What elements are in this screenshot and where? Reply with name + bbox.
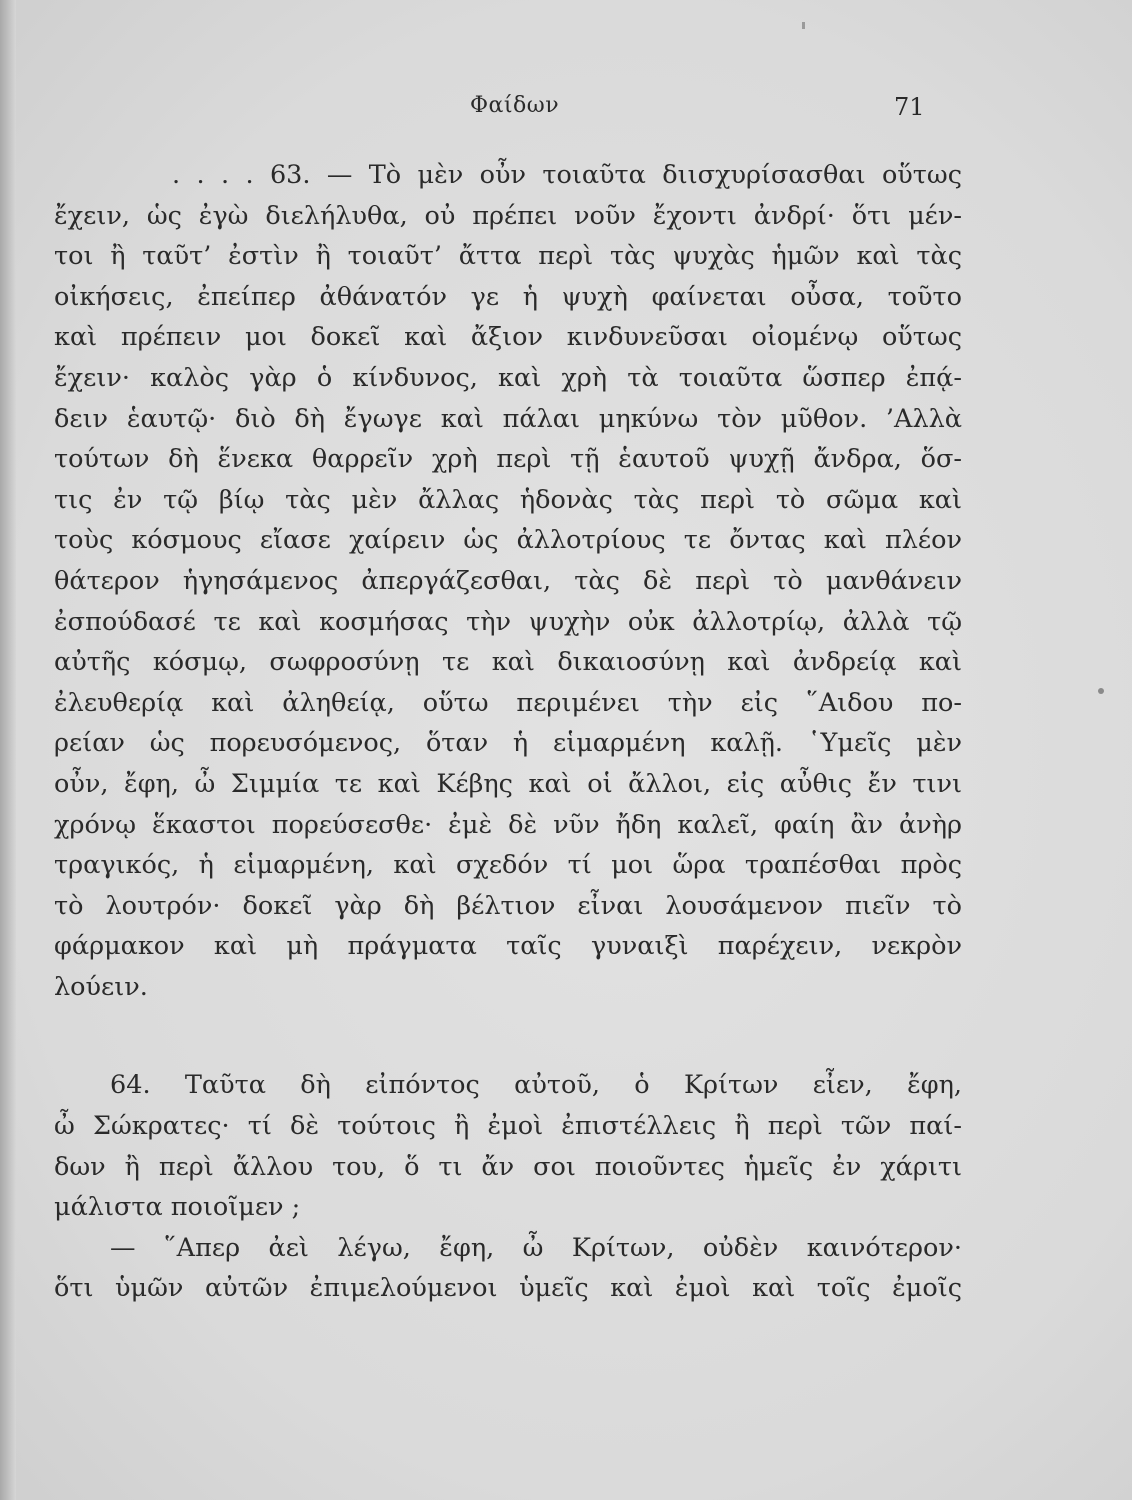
text-line: λούειν. <box>54 971 148 1002</box>
text-line: — ῞Απερ ἀεὶ λέγω, ἔφη, ὦ Κρίτων, οὐδὲν καινότερον· <box>110 1232 962 1263</box>
text-line: ὅτι ὑμῶν αὐτῶν ἐπιμελούμενοι ὑμεῖς καὶ ἐμοὶ καὶ τοῖς ἐμοῖς <box>54 1273 962 1304</box>
text-line: ἔχειν· καλὸς γὰρ ὁ κίνδυνος, καὶ χρὴ τὰ τοιαῦτα ὥσπερ ἐπᾴ- <box>54 362 962 393</box>
page-header <box>0 93 1132 127</box>
text-line: μάλιστα ποιοῖμεν ; <box>54 1192 301 1223</box>
section-gap <box>54 1007 962 1065</box>
text-line: καὶ πρέπειν μοι δοκεῖ καὶ ἄξιον κινδυνεῦσαι οἰομένῳ οὕτως <box>54 322 962 353</box>
page-number: 71 <box>894 93 925 121</box>
text-line: τούτων δὴ ἕνεκα θαρρεῖν χρὴ περὶ τῇ ἑαυτοῦ ψυχῇ ἄνδρα, ὅσ- <box>54 444 962 475</box>
text-line: τραγικός, ἡ εἱμαρμένη, καὶ σχεδόν τί μοι ὥρα τραπέσθαι πρὸς <box>54 850 962 881</box>
text-line: οὖν, ἔφη, ὦ Σιμμία τε καὶ Κέβης καὶ οἱ ἄλλοι, εἰς αὖθις ἔν τινι <box>54 768 962 799</box>
text-line: ἐλευθερίᾳ καὶ ἀληθείᾳ, οὕτω περιμένει τὴν εἰς ῞Αιδου πο- <box>54 687 962 718</box>
text-line: φάρμακον καὶ μὴ πράγματα ταῖς γυναιξὶ παρέχειν, νεκρὸν <box>54 931 962 962</box>
text-line: οἰκήσεις, ἐπείπερ ἀθάνατόν γε ἡ ψυχὴ φαίνεται οὖσα, τοῦτο <box>54 281 962 312</box>
text-line: 64. Ταῦτα δὴ εἰπόντος αὐτοῦ, ὁ Κρίτων εἶεν, ἔφη, <box>110 1070 962 1101</box>
text-line: τοὺς κόσμους εἴασε χαίρειν ὡς ἀλλοτρίους τε ὄντας καὶ πλέον <box>54 525 962 556</box>
paper-speck <box>1098 688 1104 694</box>
text-line: χρόνῳ ἕκαστοι πορεύσεσθε· ἐμὲ δὲ νῦν ἤδη καλεῖ, φαίη ἂν ἀνὴρ <box>54 809 962 840</box>
running-title: Φαίδων <box>470 93 560 118</box>
binding-shadow <box>0 0 16 1500</box>
text-line: αὐτῆς κόσμῳ, σωφροσύνῃ τε καὶ δικαιοσύνῃ καὶ ἀνδρείᾳ καὶ <box>54 647 962 678</box>
paper-mark <box>802 22 805 29</box>
section-63 <box>54 155 962 1007</box>
text-line: ὦ Σώκρατες· τί δὲ τούτοις ἢ ἐμοὶ ἐπιστέλλεις ἢ περὶ τῶν παί- <box>54 1111 962 1142</box>
text-line: τὸ λουτρόν· δοκεῖ γὰρ δὴ βέλτιον εἶναι λουσάμενον πιεῖν τὸ <box>54 890 962 921</box>
text-line: θάτερον ἡγησάμενος ἀπεργάζεσθαι, τὰς δὲ περὶ τὸ μανθάνειν <box>54 565 962 596</box>
text-line: ρείαν ὡς πορευσόμενος, ὅταν ἡ εἱμαρμένη καλῇ. ῾Υμεῖς μὲν <box>54 728 962 759</box>
section-64 <box>54 1065 962 1309</box>
text-line: . . . . 63. — Τὸ μὲν οὖν τοιαῦτα διισχυρίσασθαι οὕτως <box>172 160 962 190</box>
text-line: ἐσπούδασέ τε καὶ κοσμήσας τὴν ψυχὴν οὐκ ἀλλοτρίῳ, ἀλλὰ τῷ <box>54 606 962 637</box>
body-text <box>54 155 962 1309</box>
text-line: δειν ἑαυτῷ· διὸ δὴ ἔγωγε καὶ πάλαι μηκύνω τὸν μῦθον. ’Αλλὰ <box>54 403 962 434</box>
text-line: τοι ἢ ταῦτ’ ἐστὶν ἢ τοιαῦτ’ ἄττα περὶ τὰς ψυχὰς ἡμῶν καὶ τὰς <box>54 241 962 272</box>
text-line: τις ἐν τῷ βίῳ τὰς μὲν ἄλλας ἡδονὰς τὰς περὶ τὸ σῶμα καὶ <box>54 484 962 515</box>
text-line: ἔχειν, ὡς ἐγὼ διελήλυθα, οὐ πρέπει νοῦν ἔχοντι ἀνδρί· ὅτι μέν- <box>54 200 962 231</box>
text-line: δων ἢ περὶ ἄλλου του, ὅ τι ἄν σοι ποιοῦντες ἡμεῖς ἐν χάριτι <box>54 1151 962 1182</box>
